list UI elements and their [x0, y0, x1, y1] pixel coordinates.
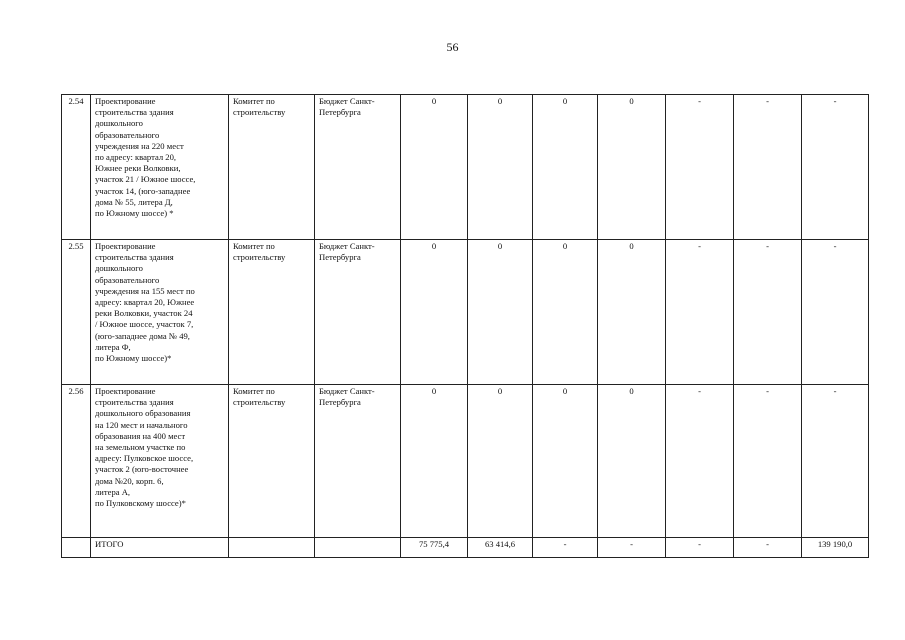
row-index: 2.55	[62, 240, 91, 385]
row-index: 2.54	[62, 95, 91, 240]
row-source-text: Бюджет Санкт- Петербурга	[319, 96, 375, 118]
total-row	[62, 538, 869, 558]
total-value-4: -	[598, 538, 666, 558]
row-value-1: 0	[401, 385, 468, 538]
row-value-4: 0	[598, 385, 666, 538]
total-label: ИТОГО	[91, 538, 229, 558]
total-index-empty	[62, 538, 91, 558]
total-value-1: 75 775,4	[401, 538, 468, 558]
row-value-1: 0	[401, 95, 468, 240]
row-value-7: -	[802, 95, 869, 240]
table-row	[62, 385, 869, 538]
row-value-7: -	[802, 240, 869, 385]
row-value-1: 0	[401, 240, 468, 385]
total-executor-empty	[229, 538, 315, 558]
row-value-6: -	[734, 385, 802, 538]
row-value-6: -	[734, 240, 802, 385]
row-index: 2.56	[62, 385, 91, 538]
row-name-text: Проектирование строительства здания дошкольного образовательного учреждения на 155 мест по адресу: квартал 20, Южнее реки Волковки, участок 24 / Южное шоссе, участок 7, (юго-западнее дома № 49, литера Ф, по Южному шоссе)*	[95, 241, 195, 364]
row-value-5: -	[666, 240, 734, 385]
row-name	[91, 240, 229, 385]
row-value-6: -	[734, 95, 802, 240]
row-value-2: 0	[468, 385, 533, 538]
row-executor	[229, 95, 315, 240]
row-value-7: -	[802, 385, 869, 538]
row-name-text: Проектирование строительства здания дошкольного образования на 120 мест и начального образования на 400 мест на земельном участке по адресу: Пулковское шоссе, участок 2 (юго-восточнее дома №20, корп. 6, литера А, по Пулковскому шоссе)*	[95, 386, 194, 509]
row-source-text: Бюджет Санкт- Петербурга	[319, 241, 375, 263]
row-source	[315, 240, 401, 385]
row-executor	[229, 385, 315, 538]
row-executor-text: Комитет по строительству	[233, 96, 286, 118]
total-value-6: -	[734, 538, 802, 558]
table-row	[62, 240, 869, 385]
row-value-3: 0	[533, 95, 598, 240]
row-name	[91, 385, 229, 538]
total-source-empty	[315, 538, 401, 558]
row-name-text: Проектирование строительства здания дошкольного образовательного учреждения на 220 мест по адресу: квартал 20, Южнее реки Волковки, участок 21 / Южное шоссе, участок 14, (юго-западнее дома № 55, литера Д, по Южному шоссе) *	[95, 96, 196, 219]
page-number: 56	[446, 40, 459, 54]
row-source-text: Бюджет Санкт- Петербурга	[319, 386, 375, 408]
row-value-3: 0	[533, 240, 598, 385]
row-value-4: 0	[598, 95, 666, 240]
row-executor-text: Комитет по строительству	[233, 386, 286, 408]
row-value-4: 0	[598, 240, 666, 385]
row-source	[315, 95, 401, 240]
row-source	[315, 385, 401, 538]
row-executor-text: Комитет по строительству	[233, 241, 286, 263]
row-executor	[229, 240, 315, 385]
row-value-3: 0	[533, 385, 598, 538]
total-value-2: 63 414,6	[468, 538, 533, 558]
total-value-3: -	[533, 538, 598, 558]
budget-table	[61, 94, 869, 558]
row-value-2: 0	[468, 240, 533, 385]
row-value-5: -	[666, 95, 734, 240]
row-value-5: -	[666, 385, 734, 538]
row-value-2: 0	[468, 95, 533, 240]
total-value-5: -	[666, 538, 734, 558]
row-name	[91, 95, 229, 240]
total-value-7: 139 190,0	[802, 538, 869, 558]
table-row	[62, 95, 869, 240]
